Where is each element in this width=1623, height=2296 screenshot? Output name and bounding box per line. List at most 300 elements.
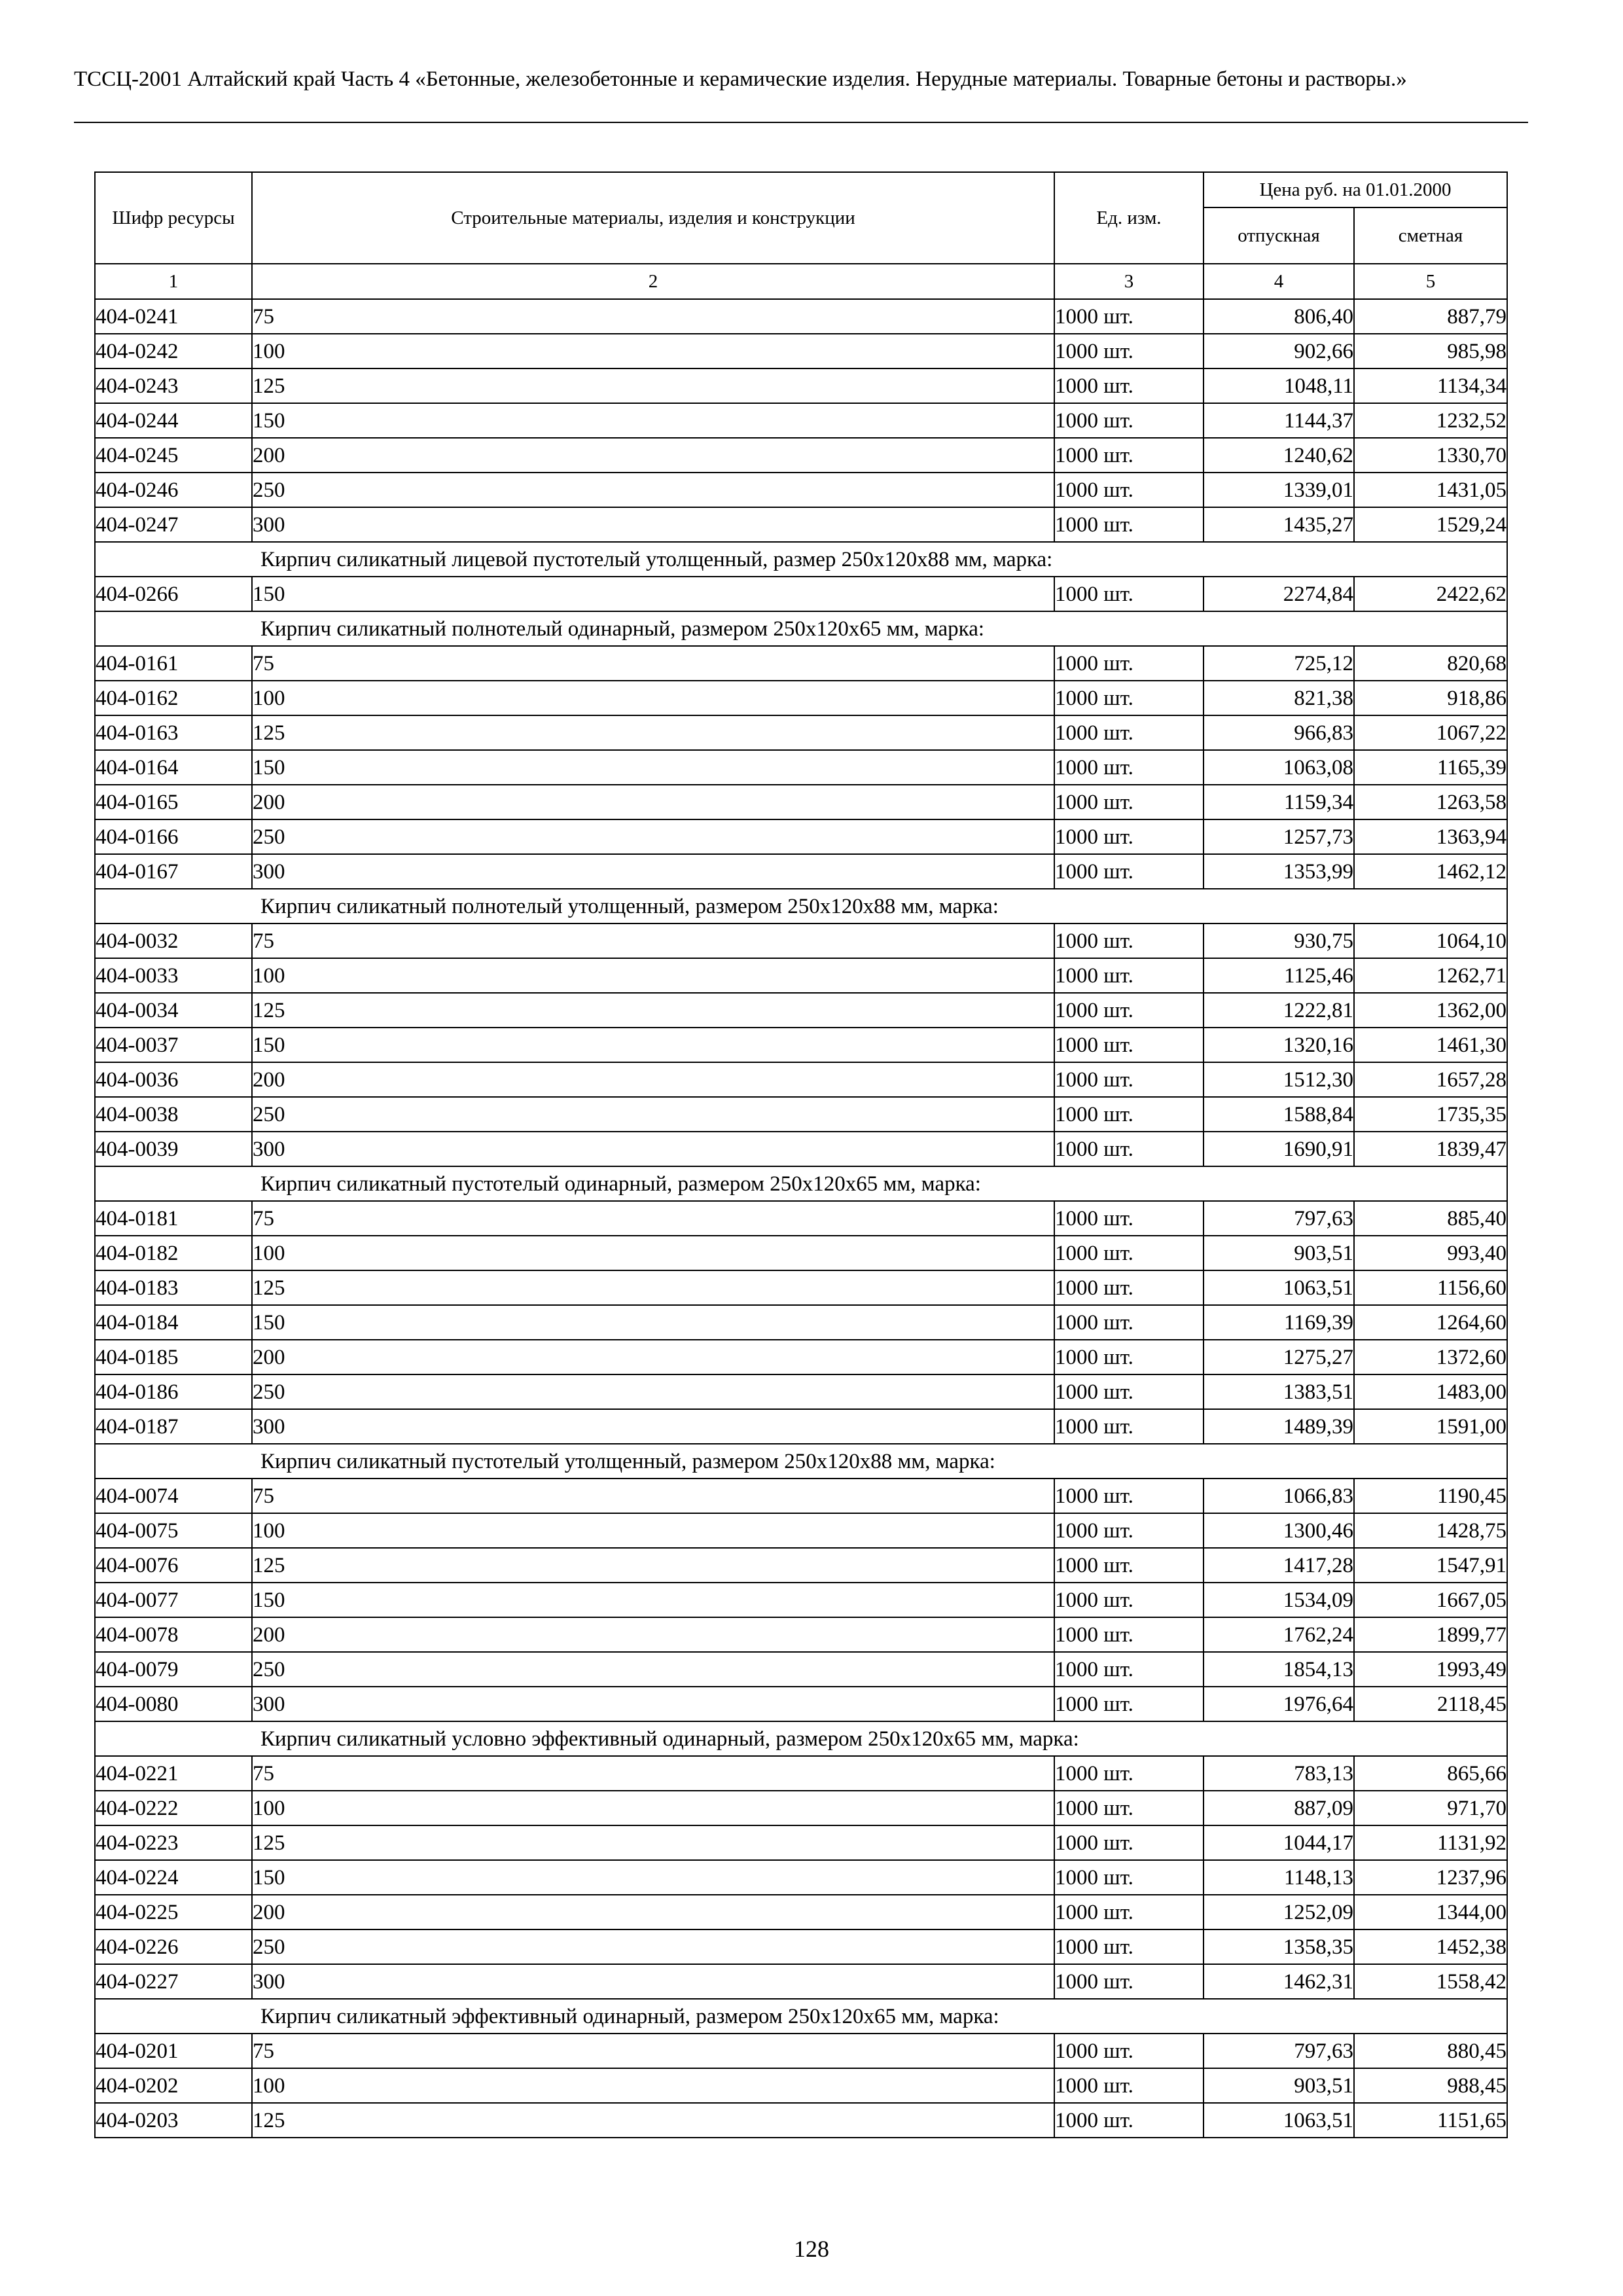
table-row	[95, 1236, 1507, 1270]
table-row	[95, 1756, 1507, 1791]
table-row	[95, 368, 1507, 403]
cell-price-estimate: 1529,24	[1354, 507, 1507, 542]
cell-code: 404-0247	[95, 507, 252, 542]
cell-grade: 75	[252, 1756, 1054, 1791]
cell-unit: 1000 шт.	[1054, 1929, 1204, 1964]
cell-unit: 1000 шт.	[1054, 1513, 1204, 1548]
table-row	[95, 1201, 1507, 1236]
table-row	[95, 819, 1507, 854]
header-price-group	[1204, 172, 1507, 207]
cell-grade: 75	[252, 924, 1054, 958]
cell-code: 404-0080	[95, 1687, 252, 1721]
cell-price-estimate: 1330,70	[1354, 438, 1507, 473]
cell-code: 404-0182	[95, 1236, 252, 1270]
cell-price-estimate: 993,40	[1354, 1236, 1507, 1270]
cell-unit: 1000 шт.	[1054, 1687, 1204, 1721]
table-row	[95, 1791, 1507, 1825]
cell-price-release: 902,66	[1204, 334, 1354, 368]
cell-grade: 100	[252, 2068, 1054, 2103]
table-row	[95, 1513, 1507, 1548]
cell-unit: 1000 шт.	[1054, 299, 1204, 334]
section-title: Кирпич силикатный лицевой пустотелый утолщенный, размер 250х120х88 мм, марка:	[95, 542, 1507, 577]
page-number: 128	[794, 2236, 829, 2262]
cell-price-estimate: 1131,92	[1354, 1825, 1507, 1860]
cell-price-estimate: 1899,77	[1354, 1617, 1507, 1652]
cell-code: 404-0224	[95, 1860, 252, 1895]
column-number-row	[95, 264, 1507, 299]
table-row	[95, 1028, 1507, 1062]
cell-price-release: 1435,27	[1204, 507, 1354, 542]
cell-price-estimate: 887,79	[1354, 299, 1507, 334]
cell-price-estimate: 988,45	[1354, 2068, 1507, 2103]
cell-grade: 300	[252, 1409, 1054, 1444]
cell-price-release: 1222,81	[1204, 993, 1354, 1028]
column-number: 5	[1354, 264, 1507, 299]
section-title: Кирпич силикатный пустотелый утолщенный, размером 250х120х88 мм, марка:	[95, 1444, 1507, 1479]
cell-price-estimate: 1993,49	[1354, 1652, 1507, 1687]
table-row	[95, 715, 1507, 750]
cell-unit: 1000 шт.	[1054, 681, 1204, 715]
cell-price-estimate: 2118,45	[1354, 1687, 1507, 1721]
table-row	[95, 1929, 1507, 1964]
cell-unit: 1000 шт.	[1054, 1617, 1204, 1652]
cell-price-estimate: 880,45	[1354, 2034, 1507, 2068]
cell-grade: 125	[252, 1825, 1054, 1860]
cell-code: 404-0167	[95, 854, 252, 889]
cell-price-release: 1125,46	[1204, 958, 1354, 993]
cell-unit: 1000 шт.	[1054, 1062, 1204, 1097]
header-price-estimate-label: сметная	[1398, 225, 1463, 246]
section-title: Кирпич силикатный пустотелый одинарный, размером 250х120х65 мм, марка:	[95, 1166, 1507, 1201]
cell-code: 404-0244	[95, 403, 252, 438]
cell-price-estimate: 1134,34	[1354, 368, 1507, 403]
cell-code: 404-0075	[95, 1513, 252, 1548]
cell-grade: 250	[252, 1929, 1054, 1964]
table-row	[95, 1548, 1507, 1583]
cell-unit: 1000 шт.	[1054, 1132, 1204, 1166]
table-body	[95, 299, 1507, 2138]
table-row	[95, 1617, 1507, 1652]
cell-price-estimate: 1363,94	[1354, 819, 1507, 854]
cell-code: 404-0184	[95, 1305, 252, 1340]
table-row	[95, 507, 1507, 542]
cell-price-estimate: 1428,75	[1354, 1513, 1507, 1548]
header-divider	[74, 122, 1528, 123]
cell-unit: 1000 шт.	[1054, 577, 1204, 611]
cell-price-release: 797,63	[1204, 2034, 1354, 2068]
cell-price-release: 1588,84	[1204, 1097, 1354, 1132]
section-row	[95, 889, 1507, 924]
table-row	[95, 1825, 1507, 1860]
cell-price-release: 903,51	[1204, 2068, 1354, 2103]
cell-price-release: 1854,13	[1204, 1652, 1354, 1687]
cell-grade: 125	[252, 715, 1054, 750]
cell-price-release: 1240,62	[1204, 438, 1354, 473]
cell-grade: 200	[252, 785, 1054, 819]
cell-unit: 1000 шт.	[1054, 1028, 1204, 1062]
cell-grade: 100	[252, 1236, 1054, 1270]
cell-price-estimate: 971,70	[1354, 1791, 1507, 1825]
column-number: 1	[95, 264, 252, 299]
cell-grade: 150	[252, 577, 1054, 611]
header-price-release	[1204, 207, 1354, 264]
cell-code: 404-0032	[95, 924, 252, 958]
cell-price-estimate: 1839,47	[1354, 1132, 1507, 1166]
cell-grade: 75	[252, 1479, 1054, 1513]
cell-grade: 300	[252, 1687, 1054, 1721]
cell-unit: 1000 шт.	[1054, 854, 1204, 889]
cell-grade: 150	[252, 403, 1054, 438]
table-row	[95, 2068, 1507, 2103]
cell-unit: 1000 шт.	[1054, 1479, 1204, 1513]
cell-price-estimate: 1067,22	[1354, 715, 1507, 750]
table-row	[95, 646, 1507, 681]
table-row	[95, 854, 1507, 889]
cell-price-estimate: 1262,71	[1354, 958, 1507, 993]
table-row	[95, 1479, 1507, 1513]
table-row	[95, 924, 1507, 958]
table-row	[95, 785, 1507, 819]
cell-code: 404-0038	[95, 1097, 252, 1132]
cell-grade: 150	[252, 1860, 1054, 1895]
cell-price-release: 1417,28	[1204, 1548, 1354, 1583]
section-row	[95, 611, 1507, 646]
cell-grade: 125	[252, 2103, 1054, 2138]
cell-grade: 300	[252, 1964, 1054, 1999]
cell-code: 404-0243	[95, 368, 252, 403]
cell-price-release: 725,12	[1204, 646, 1354, 681]
cell-unit: 1000 шт.	[1054, 1895, 1204, 1929]
header-code	[95, 172, 252, 264]
cell-code: 404-0181	[95, 1201, 252, 1236]
cell-price-estimate: 1667,05	[1354, 1583, 1507, 1617]
table-row	[95, 2103, 1507, 2138]
table-row	[95, 403, 1507, 438]
cell-unit: 1000 шт.	[1054, 1791, 1204, 1825]
cell-grade: 75	[252, 2034, 1054, 2068]
cell-grade: 100	[252, 681, 1054, 715]
cell-code: 404-0186	[95, 1374, 252, 1409]
cell-code: 404-0185	[95, 1340, 252, 1374]
cell-grade: 125	[252, 993, 1054, 1028]
cell-code: 404-0225	[95, 1895, 252, 1929]
cell-unit: 1000 шт.	[1054, 473, 1204, 507]
cell-grade: 75	[252, 299, 1054, 334]
cell-unit: 1000 шт.	[1054, 2103, 1204, 2138]
cell-grade: 100	[252, 1513, 1054, 1548]
cell-unit: 1000 шт.	[1054, 646, 1204, 681]
cell-unit: 1000 шт.	[1054, 1548, 1204, 1583]
table-row	[95, 2034, 1507, 2068]
cell-code: 404-0241	[95, 299, 252, 334]
table-row	[95, 1964, 1507, 1999]
cell-code: 404-0163	[95, 715, 252, 750]
cell-grade: 100	[252, 958, 1054, 993]
cell-grade: 250	[252, 1374, 1054, 1409]
cell-code: 404-0183	[95, 1270, 252, 1305]
header-name-label: Строительные материалы, изделия и конструкции	[451, 207, 855, 228]
table-row	[95, 438, 1507, 473]
table-row	[95, 1895, 1507, 1929]
cell-price-release: 1257,73	[1204, 819, 1354, 854]
cell-code: 404-0242	[95, 334, 252, 368]
cell-price-release: 1762,24	[1204, 1617, 1354, 1652]
cell-code: 404-0227	[95, 1964, 252, 1999]
cell-price-estimate: 1362,00	[1354, 993, 1507, 1028]
cell-price-estimate: 1462,12	[1354, 854, 1507, 889]
cell-unit: 1000 шт.	[1054, 1860, 1204, 1895]
cell-price-release: 1048,11	[1204, 368, 1354, 403]
cell-unit: 1000 шт.	[1054, 958, 1204, 993]
cell-price-estimate: 865,66	[1354, 1756, 1507, 1791]
table-row	[95, 1340, 1507, 1374]
cell-grade: 250	[252, 1097, 1054, 1132]
cell-price-release: 887,09	[1204, 1791, 1354, 1825]
table-row	[95, 750, 1507, 785]
cell-unit: 1000 шт.	[1054, 715, 1204, 750]
cell-grade: 150	[252, 1028, 1054, 1062]
cell-grade: 75	[252, 646, 1054, 681]
table-row	[95, 1132, 1507, 1166]
cell-price-estimate: 1344,00	[1354, 1895, 1507, 1929]
cell-price-release: 1063,51	[1204, 2103, 1354, 2138]
cell-code: 404-0076	[95, 1548, 252, 1583]
cell-price-estimate: 1558,42	[1354, 1964, 1507, 1999]
cell-grade: 75	[252, 1201, 1054, 1236]
section-title: Кирпич силикатный эффективный одинарный, размером 250х120х65 мм, марка:	[95, 1999, 1507, 2034]
cell-grade: 125	[252, 1270, 1054, 1305]
cell-grade: 300	[252, 507, 1054, 542]
cell-price-release: 1148,13	[1204, 1860, 1354, 1895]
header-price-group-label: Цена руб. на 01.01.2000	[1259, 179, 1452, 200]
table-row	[95, 1687, 1507, 1721]
table-row	[95, 1409, 1507, 1444]
cell-code: 404-0266	[95, 577, 252, 611]
table-row	[95, 299, 1507, 334]
cell-code: 404-0079	[95, 1652, 252, 1687]
cell-price-estimate: 1064,10	[1354, 924, 1507, 958]
cell-price-release: 1275,27	[1204, 1340, 1354, 1374]
cell-unit: 1000 шт.	[1054, 1964, 1204, 1999]
cell-unit: 1000 шт.	[1054, 507, 1204, 542]
table-row	[95, 993, 1507, 1028]
section-title: Кирпич силикатный полнотелый одинарный, размером 250х120х65 мм, марка:	[95, 611, 1507, 646]
cell-price-release: 2274,84	[1204, 577, 1354, 611]
cell-grade: 125	[252, 1548, 1054, 1583]
cell-grade: 250	[252, 1652, 1054, 1687]
cell-code: 404-0034	[95, 993, 252, 1028]
table-row	[95, 1583, 1507, 1617]
table-row	[95, 577, 1507, 611]
cell-unit: 1000 шт.	[1054, 2034, 1204, 2068]
section-title: Кирпич силикатный условно эффективный одинарный, размером 250х120х65 мм, марка:	[95, 1721, 1507, 1756]
section-title: Кирпич силикатный полнотелый утолщенный, размером 250х120х88 мм, марка:	[95, 889, 1507, 924]
section-row	[95, 542, 1507, 577]
table-row	[95, 1652, 1507, 1687]
section-row	[95, 1999, 1507, 2034]
cell-price-release: 1063,08	[1204, 750, 1354, 785]
cell-price-release: 1044,17	[1204, 1825, 1354, 1860]
cell-unit: 1000 шт.	[1054, 993, 1204, 1028]
cell-price-release: 1534,09	[1204, 1583, 1354, 1617]
table-row	[95, 958, 1507, 993]
cell-price-release: 821,38	[1204, 681, 1354, 715]
cell-grade: 250	[252, 473, 1054, 507]
cell-price-estimate: 1151,65	[1354, 2103, 1507, 2138]
cell-code: 404-0201	[95, 2034, 252, 2068]
cell-code: 404-0187	[95, 1409, 252, 1444]
cell-code: 404-0221	[95, 1756, 252, 1791]
cell-price-estimate: 1263,58	[1354, 785, 1507, 819]
cell-code: 404-0223	[95, 1825, 252, 1860]
table-row	[95, 1374, 1507, 1409]
cell-code: 404-0246	[95, 473, 252, 507]
cell-price-estimate: 2422,62	[1354, 577, 1507, 611]
column-number: 3	[1054, 264, 1204, 299]
cell-price-release: 903,51	[1204, 1236, 1354, 1270]
cell-code: 404-0161	[95, 646, 252, 681]
header-price-estimate	[1354, 207, 1507, 264]
table-row	[95, 334, 1507, 368]
cell-price-release: 1383,51	[1204, 1374, 1354, 1409]
section-row	[95, 1721, 1507, 1756]
cell-price-estimate: 1232,52	[1354, 403, 1507, 438]
cell-code: 404-0162	[95, 681, 252, 715]
cell-grade: 150	[252, 1583, 1054, 1617]
cell-price-estimate: 1657,28	[1354, 1062, 1507, 1097]
cell-code: 404-0077	[95, 1583, 252, 1617]
cell-code: 404-0078	[95, 1617, 252, 1652]
cell-grade: 200	[252, 1340, 1054, 1374]
cell-unit: 1000 шт.	[1054, 403, 1204, 438]
cell-price-estimate: 1431,05	[1354, 473, 1507, 507]
cell-code: 404-0039	[95, 1132, 252, 1166]
cell-unit: 1000 шт.	[1054, 2068, 1204, 2103]
cell-code: 404-0245	[95, 438, 252, 473]
header-name	[252, 172, 1054, 264]
cell-price-estimate: 1190,45	[1354, 1479, 1507, 1513]
table-row	[95, 1860, 1507, 1895]
cell-price-estimate: 985,98	[1354, 334, 1507, 368]
header-unit	[1054, 172, 1204, 264]
cell-price-estimate: 1156,60	[1354, 1270, 1507, 1305]
cell-code: 404-0037	[95, 1028, 252, 1062]
cell-grade: 100	[252, 334, 1054, 368]
cell-grade: 100	[252, 1791, 1054, 1825]
cell-unit: 1000 шт.	[1054, 750, 1204, 785]
cell-unit: 1000 шт.	[1054, 924, 1204, 958]
cell-grade: 150	[252, 1305, 1054, 1340]
cell-code: 404-0222	[95, 1791, 252, 1825]
section-row	[95, 1166, 1507, 1201]
cell-price-release: 1489,39	[1204, 1409, 1354, 1444]
cell-grade: 200	[252, 1617, 1054, 1652]
cell-unit: 1000 шт.	[1054, 1825, 1204, 1860]
column-number: 2	[252, 264, 1054, 299]
cell-code: 404-0226	[95, 1929, 252, 1964]
cell-grade: 300	[252, 854, 1054, 889]
cell-unit: 1000 шт.	[1054, 1236, 1204, 1270]
cell-code: 404-0166	[95, 819, 252, 854]
cell-price-estimate: 1165,39	[1354, 750, 1507, 785]
header-code-label: Шифр ресурсы	[112, 207, 235, 228]
cell-code: 404-0165	[95, 785, 252, 819]
table-row	[95, 1305, 1507, 1340]
cell-code: 404-0164	[95, 750, 252, 785]
cell-grade: 200	[252, 1895, 1054, 1929]
cell-unit: 1000 шт.	[1054, 1340, 1204, 1374]
cell-unit: 1000 шт.	[1054, 1305, 1204, 1340]
cell-code: 404-0202	[95, 2068, 252, 2103]
cell-price-estimate: 1237,96	[1354, 1860, 1507, 1895]
cell-price-estimate: 1547,91	[1354, 1548, 1507, 1583]
table-row	[95, 681, 1507, 715]
cell-price-release: 797,63	[1204, 1201, 1354, 1236]
cell-price-release: 1512,30	[1204, 1062, 1354, 1097]
table-row	[95, 1270, 1507, 1305]
cell-price-release: 1063,51	[1204, 1270, 1354, 1305]
cell-price-estimate: 820,68	[1354, 646, 1507, 681]
cell-price-release: 1690,91	[1204, 1132, 1354, 1166]
cell-grade: 125	[252, 368, 1054, 403]
cell-price-release: 1462,31	[1204, 1964, 1354, 1999]
cell-grade: 300	[252, 1132, 1054, 1166]
cell-price-estimate: 1452,38	[1354, 1929, 1507, 1964]
cell-price-estimate: 1483,00	[1354, 1374, 1507, 1409]
cell-unit: 1000 шт.	[1054, 785, 1204, 819]
column-number: 4	[1204, 264, 1354, 299]
cell-price-release: 1066,83	[1204, 1479, 1354, 1513]
section-row	[95, 1444, 1507, 1479]
table-header	[95, 172, 1507, 299]
cell-unit: 1000 шт.	[1054, 368, 1204, 403]
cell-unit: 1000 шт.	[1054, 819, 1204, 854]
cell-unit: 1000 шт.	[1054, 1201, 1204, 1236]
cell-price-release: 1159,34	[1204, 785, 1354, 819]
cell-price-estimate: 1372,60	[1354, 1340, 1507, 1374]
cell-price-release: 930,75	[1204, 924, 1354, 958]
cell-price-release: 1169,39	[1204, 1305, 1354, 1340]
cell-code: 404-0203	[95, 2103, 252, 2138]
cell-price-estimate: 1735,35	[1354, 1097, 1507, 1132]
table-row	[95, 473, 1507, 507]
cell-price-estimate: 918,86	[1354, 681, 1507, 715]
cell-price-release: 1339,01	[1204, 473, 1354, 507]
cell-unit: 1000 шт.	[1054, 1583, 1204, 1617]
cell-price-estimate: 1461,30	[1354, 1028, 1507, 1062]
price-table	[94, 171, 1508, 2138]
cell-unit: 1000 шт.	[1054, 1652, 1204, 1687]
table-row	[95, 1062, 1507, 1097]
cell-price-release: 966,83	[1204, 715, 1354, 750]
cell-unit: 1000 шт.	[1054, 1374, 1204, 1409]
cell-price-release: 1353,99	[1204, 854, 1354, 889]
cell-price-release: 1252,09	[1204, 1895, 1354, 1929]
cell-price-release: 1976,64	[1204, 1687, 1354, 1721]
cell-grade: 200	[252, 1062, 1054, 1097]
cell-code: 404-0036	[95, 1062, 252, 1097]
cell-code: 404-0033	[95, 958, 252, 993]
cell-code: 404-0074	[95, 1479, 252, 1513]
header-unit-label: Ед. изм.	[1096, 207, 1162, 228]
cell-unit: 1000 шт.	[1054, 438, 1204, 473]
cell-price-estimate: 1264,60	[1354, 1305, 1507, 1340]
cell-price-estimate: 885,40	[1354, 1201, 1507, 1236]
table-row	[95, 1097, 1507, 1132]
header-price-release-label: отпускная	[1238, 225, 1320, 246]
cell-unit: 1000 шт.	[1054, 334, 1204, 368]
cell-price-release: 1300,46	[1204, 1513, 1354, 1548]
